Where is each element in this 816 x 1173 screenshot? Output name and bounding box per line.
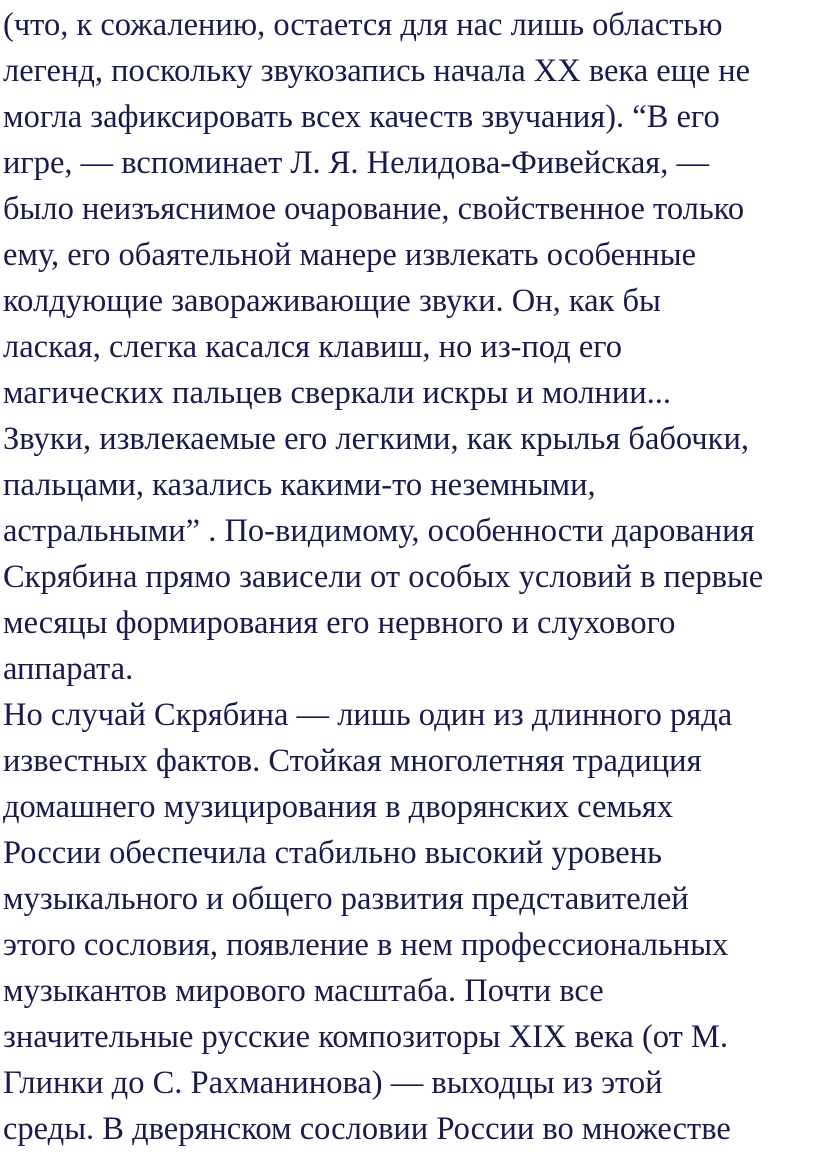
text-line: Глинки до С. Рахманинова) — выходцы из этой <box>3 1065 663 1101</box>
text-line: среды. В дверянском сословии России во множестве <box>3 1111 731 1147</box>
text-line: ему, его обаятельной манере извлекать особенные <box>3 237 697 273</box>
text-line: месяцы формирования его нервного и слухового <box>3 605 676 641</box>
text-line: музыкантов мирового масштаба. Почти все <box>3 973 604 1009</box>
text-line: пальцами, казались какими-то неземными, <box>3 467 596 503</box>
text-line: значительные русские композиторы XIX века (от М. <box>3 1019 728 1055</box>
text-line: России обеспечила стабильно высокий уровень <box>3 835 662 871</box>
text-line: астральными” . По-видимому, особенности дарования <box>3 513 755 549</box>
text-line: аппарата. <box>3 651 134 687</box>
text-line: Звуки, извлекаемые его легкими, как крылья бабочки, <box>3 421 749 457</box>
text-line: этого сословия, появление в нем профессиональных <box>3 927 729 963</box>
text-line: могла зафиксировать всех качеств звучания). “В его <box>3 99 720 135</box>
text-line: лаская, слегка касался клавиш, но из-под его <box>3 329 623 365</box>
text-line: известных фактов. Стойкая многолетняя традиция <box>3 743 702 779</box>
text-line: игре, — вспоминает Л. Я. Нелидова-Фивейская, — <box>3 145 709 181</box>
text-line: Скрябина прямо зависели от особых условий в первые <box>3 559 764 595</box>
text-line: домашнего музицирования в дворянских семьях <box>3 789 673 825</box>
text-line: музыкального и общего развития представителей <box>3 881 689 917</box>
text-line: было неизъяснимое очарование, свойственное только <box>3 191 745 227</box>
text-line: легенд, поскольку звукозапись начала XX века еще не <box>3 53 751 89</box>
text-line: Но случай Скрябина — лишь один из длинного ряда <box>3 697 733 733</box>
text-line: (что, к сожалению, остается для нас лишь областью <box>3 7 723 43</box>
text-line: магических пальцев сверкали искры и молнии... <box>3 375 671 411</box>
text-line: колдующие завораживающие звуки. Он, как бы <box>3 283 661 319</box>
